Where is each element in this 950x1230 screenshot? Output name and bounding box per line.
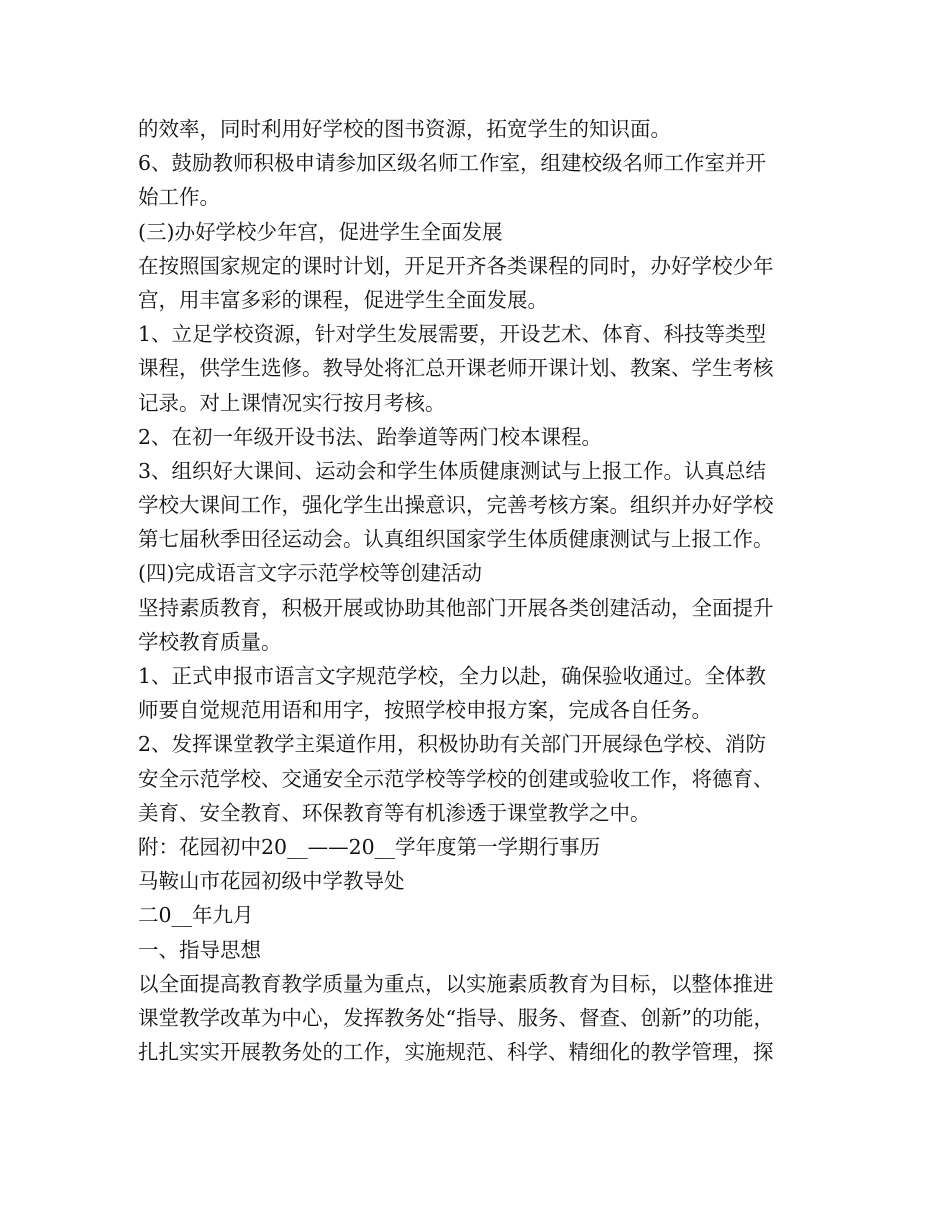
section-heading: (三)办好学校少年宫，促进学生全面发展 (138, 219, 503, 244)
text-line: 3、组织好大课间、运动会和学生体质健康测试与上报工作。认真总结 (138, 458, 767, 483)
text-line: 6、鼓励教师积极申请参加区级名师工作室，组建校级名师工作室并开 (138, 151, 767, 176)
section-heading: 一、指导思想 (138, 937, 261, 962)
text-line: 课程，供学生选修。教导处将汇总开课老师开课计划、教案、学生考核 (138, 356, 774, 381)
text-line: 课堂教学改革为中心，发挥教务处“指导、服务、督查、创新”的功能， (138, 1005, 774, 1030)
text-line: 记录。对上课情况实行按月考核。 (138, 390, 446, 415)
text-line: 师要自觉规范用语和用字，按照学校申报方案，完成各自任务。 (138, 698, 712, 723)
text-line: 以全面提高教育教学质量为重点，以实施素质教育为目标，以整体推进 (138, 971, 774, 996)
text-line: 美育、安全教育、环保教育等有机渗透于课堂教学之中。 (138, 800, 651, 825)
date-line: 二0__年九月 (138, 903, 254, 928)
text-line: 安全示范学校、交通安全示范学校等学校的创建或验收工作，将德育、 (138, 766, 774, 791)
text-line: 宫，用丰富多彩的课程，促进学生全面发展。 (138, 287, 548, 312)
text-line: 在按照国家规定的课时计划，开足开齐各类课程的同时，办好学校少年 (138, 253, 774, 278)
text-line: 1、立足学校资源，针对学生发展需要，开设艺术、体育、科技等类型 (138, 322, 767, 347)
text-line: 1、正式申报市语言文字规范学校，全力以赴，确保验收通过。全体教 (138, 664, 767, 688)
text-line: 学校大课间工作，强化学生出操意识，完善考核方案。组织并办好学校 (138, 493, 774, 518)
text-line: 坚持素质教育，积极开展或协助其他部门开展各类创建活动，全面提升 (138, 595, 774, 620)
document-page (138, 112, 828, 1069)
text-line: 扎扎实实开展教务处的工作，实施规范、科学、精细化的教学管理，探 (138, 1040, 774, 1065)
text-line: 2、在初一年级开设书法、跆拳道等两门校本课程。 (138, 424, 603, 449)
text-line: 的效率，同时利用好学校的图书资源，拓宽学生的知识面。 (138, 117, 671, 141)
text-line: 第七届秋季田径运动会。认真组织国家学生体质健康测试与上报工作。 (138, 527, 774, 552)
text-line: 学校教育质量。 (138, 629, 282, 654)
issuer-line: 马鞍山市花园初级中学教导处 (138, 869, 405, 894)
section-heading: (四)完成语言文字示范学校等创建活动 (138, 561, 482, 586)
text-line: 2、发挥课堂教学主渠道作用，积极协助有关部门开展绿色学校、消防 (138, 732, 767, 757)
text-line: 始工作。 (138, 185, 220, 210)
appendix-title: 附：花园初中20__——20__学年度第一学期行事历 (138, 834, 601, 859)
